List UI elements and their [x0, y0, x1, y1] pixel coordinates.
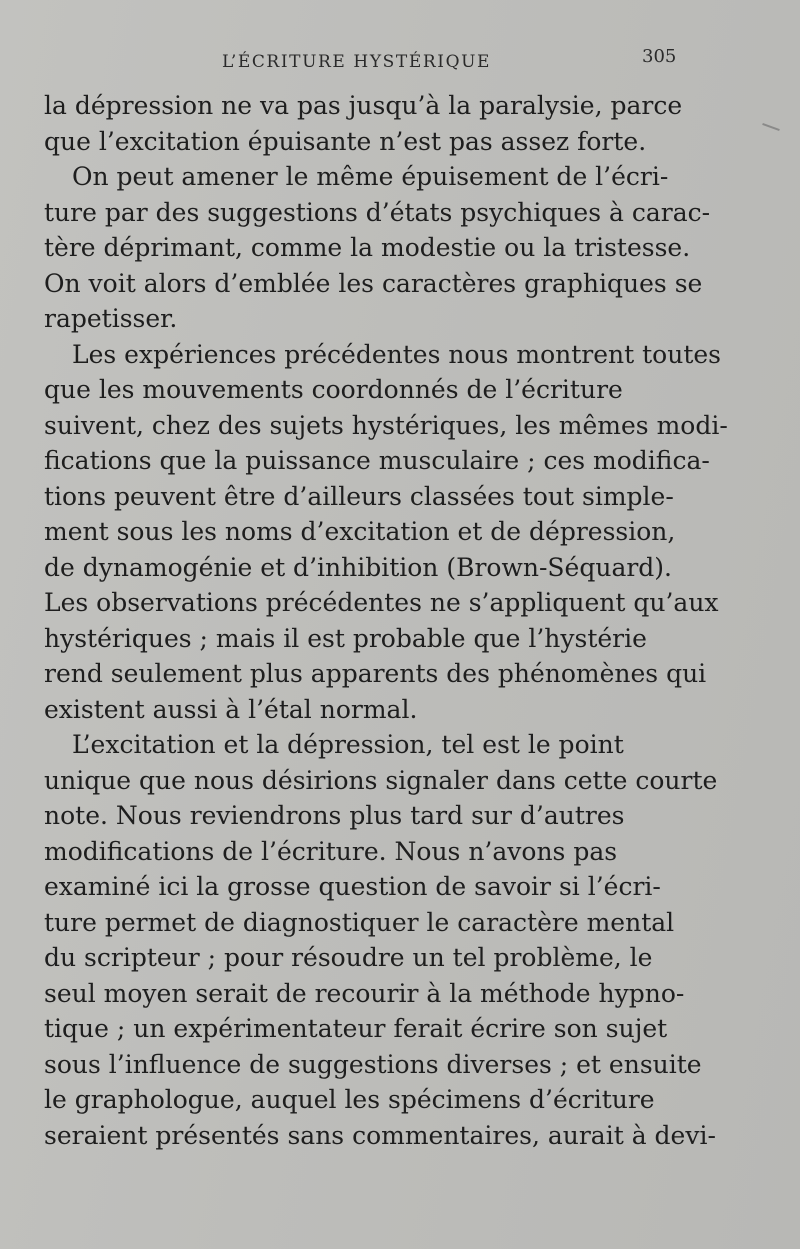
text-line: On peut amener le même épuisement de l’écri-: [72, 162, 669, 191]
text-line: ture par des suggestions d’états psychiques à carac-: [44, 197, 711, 227]
text-line: que les mouvements coordonnés de l’écriture: [44, 375, 623, 404]
text-line: rapetisser.: [44, 304, 178, 333]
text-line: L’excitation et la dépression, tel est le point: [72, 730, 624, 759]
text-line: rend seulement plus apparents des phénomènes qui: [44, 659, 707, 688]
page-number: 305: [642, 46, 677, 67]
text-line: seraient présentés sans commentaires, aurait à devi-: [44, 1120, 716, 1150]
text-line: examiné ici la grosse question de savoir si l’écri-: [44, 872, 661, 901]
text-line: modifications de l’écriture. Nous n’avons pas: [44, 836, 618, 866]
text-line: du scripteur ; pour résoudre un tel problème, le: [44, 943, 653, 972]
text-line: Les observations précédentes ne s’appliquent qu’aux: [44, 588, 719, 617]
text-line: Les expériences précédentes nous montrent toutes: [72, 339, 721, 369]
text-line: sous l’influence de suggestions diverses ; et ensuite: [44, 1049, 702, 1079]
text-line: unique que nous désirions signaler dans cette courte: [44, 765, 718, 795]
text-line: que l’excitation épuisante n’est pas assez forte.: [44, 126, 647, 156]
text-line: la dépression ne va pas jusqu’à la paralysie, parce: [44, 91, 683, 120]
text-line: hystériques ; mais il est probable que l’hystérie: [44, 623, 647, 653]
text-line: tions peuvent être d’ailleurs classées tout simple-: [44, 481, 674, 511]
text-line: suivent, chez des sujets hystériques, les mêmes modi-: [44, 410, 728, 440]
text-line: de dynamogénie et d’inhibition (Brown-Séquard).: [44, 552, 673, 582]
text-line: tique ; un expérimentateur ferait écrire son sujet: [44, 1014, 668, 1043]
text-line: fications que la puissance musculaire ; ces modifica-: [44, 446, 710, 475]
body-text: [44, 88, 728, 1150]
text-line: On voit alors d’emblée les caractères graphiques se: [44, 268, 703, 298]
text-line: seul moyen serait de recourir à la méthode hypno-: [44, 978, 685, 1008]
text-line: note. Nous reviendrons plus tard sur d’autres: [44, 801, 625, 830]
text-line: tère déprimant, comme la modestie ou la tristesse.: [44, 233, 691, 262]
text-line: ture permet de diagnostiquer le caractère mental: [44, 907, 675, 937]
text-line: existent aussi à l’étal normal.: [44, 694, 418, 724]
text-line: le graphologue, auquel les spécimens d’écriture: [44, 1085, 655, 1114]
running-head: [0, 46, 800, 76]
text-line: ment sous les noms d’excitation et de dépression,: [44, 517, 676, 546]
running-title: L’ÉCRITURE HYSTÉRIQUE: [222, 52, 492, 72]
page-mark: [762, 123, 780, 131]
